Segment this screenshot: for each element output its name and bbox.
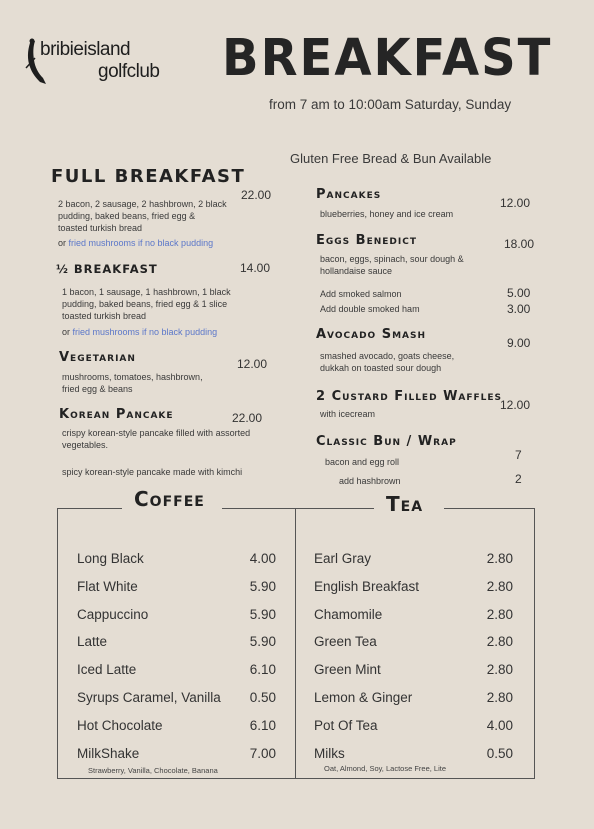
vegetarian-title: Vegetarian [59, 350, 136, 365]
coffee-item-price: 0.50 [249, 690, 276, 705]
korean-pancake-title: Korean Pancake [59, 407, 174, 422]
gluten-free-note: Gluten Free Bread & Bun Available [290, 151, 492, 166]
drinks-divider [295, 508, 296, 779]
opening-hours: from 7 am to 10:00am Saturday, Sunday [269, 97, 512, 112]
bun-price2: 2 [515, 472, 522, 486]
avocado-price: 9.00 [507, 336, 531, 350]
tea-title: Tea [374, 492, 435, 516]
coffee-item-name: Cappuccino [77, 606, 149, 622]
tea-item-price: 4.00 [486, 717, 513, 733]
waffles-title: 2 Custard Filled Waffles [316, 389, 503, 404]
tea-item-name: Green Mint [314, 662, 381, 678]
half-breakfast-price: 14.00 [240, 261, 271, 275]
tea-item-price: 2.80 [486, 578, 513, 594]
addon-ham: Add double smoked ham [320, 304, 420, 314]
waffles-desc: with icecream [320, 409, 376, 419]
logo-line1: bribieisland [40, 39, 131, 60]
korean-pancake-price: 22.00 [232, 411, 263, 425]
logo [22, 38, 197, 86]
bun-title: Classic Bun / Wrap [316, 434, 457, 449]
korean-pancake-desc: crispy korean-style pancake filled with assorted vegetables. [62, 428, 251, 450]
pancakes-price: 12.00 [500, 196, 531, 210]
tea-item-name: Chamomile [314, 606, 383, 622]
full-breakfast-desc: 2 bacon, 2 sausage, 2 hashbrown, 2 black pudding, baked beans, fried egg & toasted turkish bread [58, 199, 227, 233]
coffee-item-name: Syrups Caramel, Vanilla [77, 690, 221, 705]
bun-price1: 7 [515, 448, 522, 462]
avocado-title: Avocado Smash [316, 327, 427, 342]
coffee-item-price: 5.90 [249, 578, 276, 594]
vegetarian-price: 12.00 [237, 357, 268, 371]
half-breakfast-alt: or fried mushrooms if no black pudding [62, 327, 218, 337]
coffee-item-name: Hot Chocolate [77, 717, 163, 733]
pancakes-desc: blueberries, honey and ice cream [320, 209, 454, 219]
logo-line2: golfclub [98, 61, 160, 82]
coffee-item-price: 6.10 [249, 717, 276, 733]
bun-desc1: bacon and egg roll [325, 457, 400, 467]
coffee-item-price: 6.10 [249, 662, 276, 678]
tea-item-name: Pot Of Tea [314, 717, 378, 733]
avocado-desc: smashed avocado, goats cheese, dukkah on toasted sour dough [320, 351, 455, 373]
eggs-benedict-price: 18.00 [504, 237, 535, 251]
coffee-title: Coffee [122, 487, 217, 511]
addon-salmon: Add smoked salmon [320, 289, 402, 299]
tea-item-price: 2.80 [486, 690, 513, 705]
tea-item-price: 2.80 [486, 634, 513, 650]
coffee-item-price: 5.90 [249, 634, 276, 650]
drinks-box-topline-right [444, 508, 534, 509]
drinks-box-topline-left [57, 508, 123, 509]
half-breakfast-title: ½ BREAKFAST [56, 262, 158, 276]
eggs-benedict-title: Eggs Benedict [316, 233, 417, 248]
coffee-item-name: Flat White [77, 578, 138, 594]
tea-item-name: Earl Gray [314, 551, 372, 566]
tea-item-name: Green Tea [314, 634, 377, 650]
tea-item-price: 0.50 [486, 745, 513, 761]
tea-item-price: 2.80 [486, 551, 513, 566]
milkshake-flavours: Strawberry, Vanilla, Chocolate, Banana [88, 766, 218, 775]
addon-ham-price: 3.00 [507, 302, 531, 316]
half-breakfast-desc: 1 bacon, 1 sausage, 1 hashbrown, 1 black pudding, baked beans, fried egg & 1 slice toasted turkish bread [62, 287, 231, 321]
korean-pancake-kimchi: spicy korean-style pancake made with kimchi [62, 467, 243, 477]
full-breakfast-price: 22.00 [241, 188, 272, 202]
coffee-item-name: MilkShake [77, 745, 140, 761]
tea-item-name: English Breakfast [314, 578, 420, 594]
coffee-item-name: Iced Latte [77, 662, 137, 678]
addon-salmon-price: 5.00 [507, 286, 531, 300]
full-breakfast-title: FULL BREAKFAST [51, 166, 246, 187]
coffee-item-price: 5.90 [249, 606, 276, 622]
drinks-box-topline-mid [222, 508, 374, 509]
bun-desc2: add hashbrown [339, 476, 401, 486]
waffles-price: 12.00 [500, 398, 531, 412]
coffee-item-name: Latte [77, 634, 108, 650]
pancakes-title: Pancakes [316, 187, 382, 202]
tea-item-name: Milks [314, 745, 345, 761]
full-breakfast-alt: or fried mushrooms if no black pudding [58, 238, 214, 248]
eggs-benedict-desc: bacon, eggs, spinach, sour dough & hollandaise sauce [320, 254, 464, 276]
coffee-item-price: 7.00 [249, 745, 276, 761]
tea-item-price: 2.80 [486, 606, 513, 622]
drinks-box [57, 508, 535, 779]
tea-item-name: Lemon & Ginger [314, 690, 413, 705]
milk-options: Oat, Almond, Soy, Lactose Free, Lite [324, 764, 447, 773]
coffee-item-name: Long Black [77, 551, 144, 566]
page-title: BREAKFAST [222, 28, 553, 88]
vegetarian-desc: mushrooms, tomatoes, hashbrown, fried egg & beans [62, 372, 203, 394]
coffee-item-price: 4.00 [249, 551, 276, 566]
tea-item-price: 2.80 [486, 662, 513, 678]
